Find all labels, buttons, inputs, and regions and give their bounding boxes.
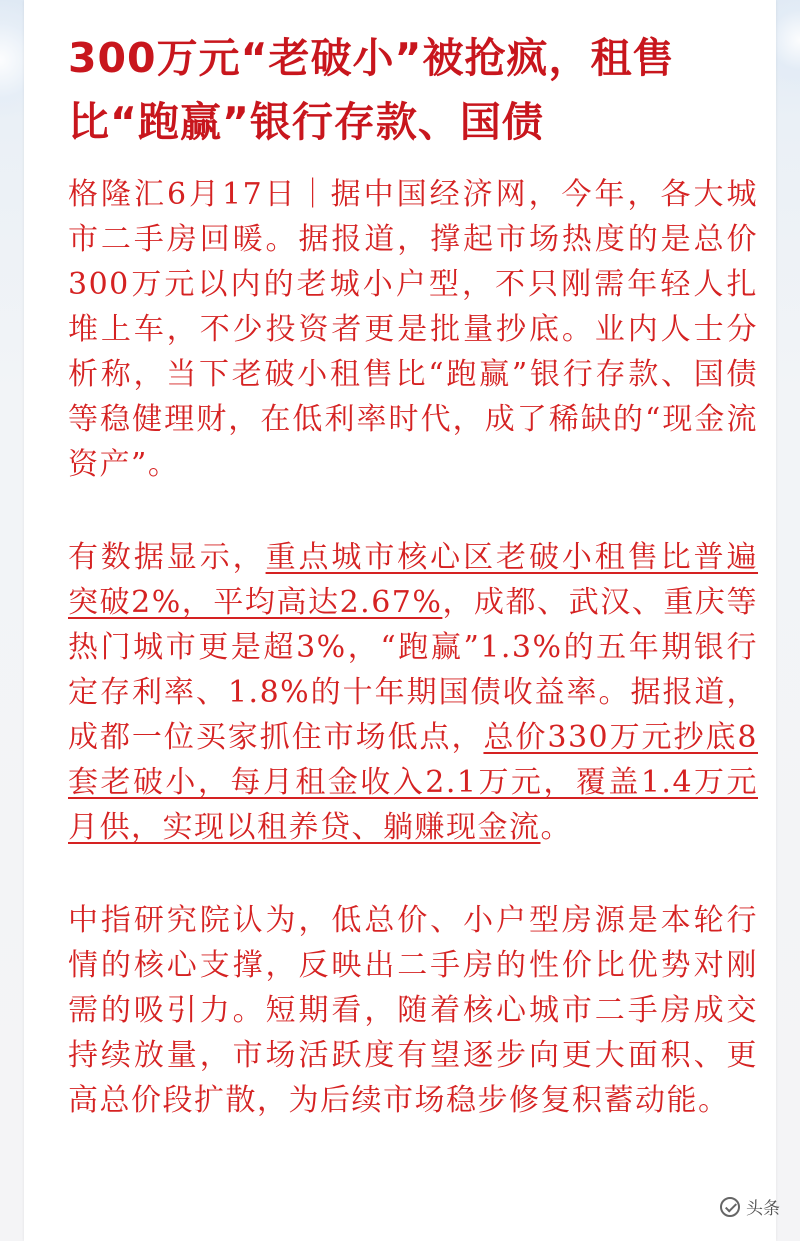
watermark-text: 头条 xyxy=(746,1199,780,1219)
background-bubble-right xyxy=(772,0,800,130)
paragraph-analysis: 中指研究院认为，低总价、小户型房源是本轮行情的核心支撑，反映出二手房的性价比优势对刚需的吸引力。短期看，随着核心城市二手房成交持续放量，市场活跃度有望逐步向更大面积、更高总价段扩散，为后续市场稳步修复积蓄动能。 xyxy=(68,903,758,1118)
article-content xyxy=(68,26,758,1123)
check-circle-icon xyxy=(720,1197,740,1217)
source-watermark xyxy=(720,1194,780,1219)
paragraph-data-text: ，成都、武汉、重庆等热门城市更是超3%，“跑赢”1.3%的五年期银行定存利率、1.8%的十年期国债收益率。据报道，成都一位买家抓住市场低点， xyxy=(68,585,758,755)
highlight-rent-ratio: 重点城市核心区老破小租售比普遍突破2%，平均高达2.67% xyxy=(68,540,759,620)
paragraph-data-text: 有数据显示， xyxy=(68,540,266,575)
article-title: 300万元“老破小”被抢疯，租售比“跑赢”银行存款、国债 xyxy=(68,34,675,146)
paragraph-intro: 格隆汇6月17日｜据中国经济网，今年，各大城市二手房回暖。据报道，撑起市场热度的是总价300万元以内的老城小户型，不只刚需年轻人扎堆上车，不少投资者更是批量抄底。业内人士分析称，当下老破小租售比“跑赢”银行存款、国债等稳健理财，在低利率时代，成了稀缺的“现金流资产”。 xyxy=(68,177,758,482)
article-card xyxy=(24,0,776,1241)
highlight-buyer-case: 总价330万元抄底8套老破小，每月租金收入2.1万元，覆盖1.4万元月供，实现以租养贷、躺赚现金流 xyxy=(68,720,758,845)
background-bubble-left xyxy=(0,0,26,210)
paragraph-data-text: 。 xyxy=(540,810,572,845)
paragraph-data xyxy=(68,535,758,850)
